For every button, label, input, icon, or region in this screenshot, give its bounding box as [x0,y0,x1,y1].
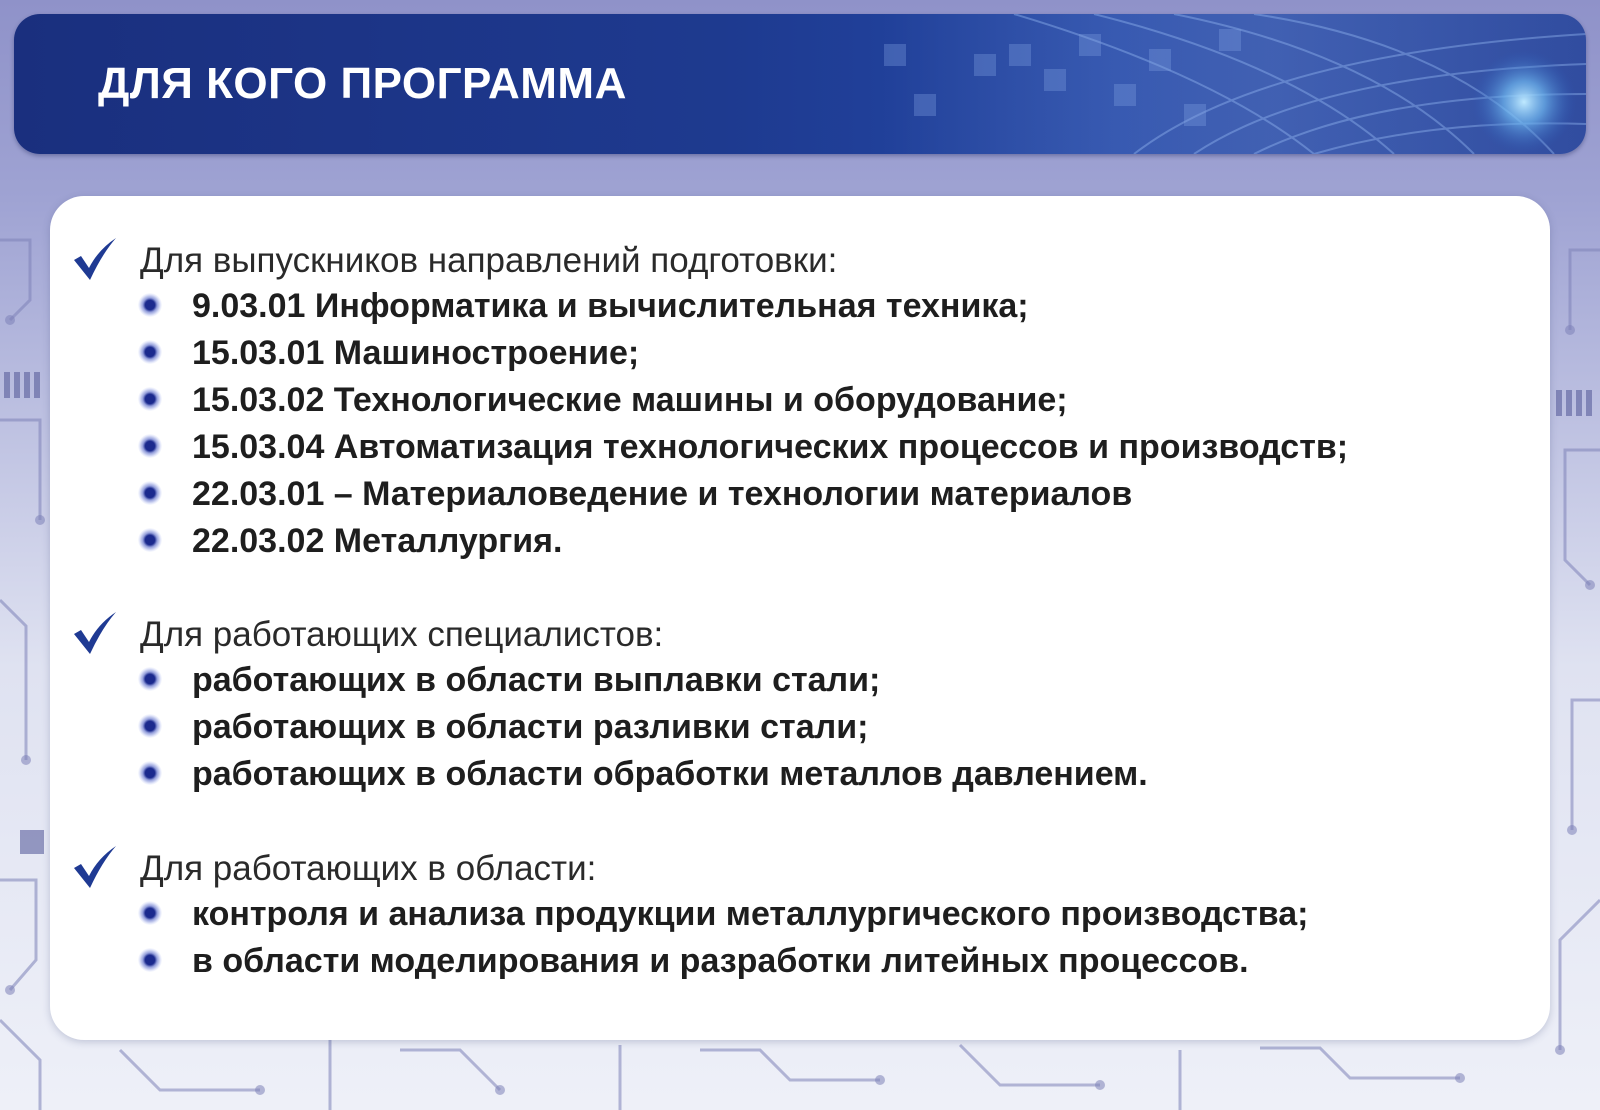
section-title: Для работающих в области: [140,849,597,888]
specialists-list [50,656,1550,797]
graduates-list [50,282,1550,564]
bullet-icon [138,667,162,691]
section-specialists [50,608,1550,797]
content-card [50,196,1550,1040]
list-item-text: в области моделирования и разработки литейных процессов. [192,942,1249,980]
list-item-text: работающих в области выплавки стали; [192,661,881,699]
bullet-icon [138,714,162,738]
list-item-text: 15.03.04 Автоматизация технологических процессов и производств; [192,428,1349,466]
section-graduates [50,234,1550,564]
list-item [50,376,1550,423]
checkmark-icon [70,236,118,282]
list-item-text: работающих в области разливки стали; [192,708,869,746]
section-title: Для выпускников направлений подготовки: [140,241,838,280]
section-header [50,842,1550,890]
list-item-text: работающих в области обработки металлов давлением. [192,755,1148,793]
bullet-icon [138,948,162,972]
bullet-icon [138,528,162,552]
list-item [50,329,1550,376]
section-field-workers [50,842,1550,984]
header-banner [14,14,1586,154]
section-title: Для работающих специалистов: [140,615,664,654]
bullet-icon [138,293,162,317]
bullet-icon [138,901,162,925]
list-item [50,656,1550,703]
list-item-text: 9.03.01 Информатика и вычислительная техника; [192,287,1029,325]
bullet-icon [138,434,162,458]
field-workers-list [50,890,1550,984]
bullet-icon [138,761,162,785]
list-item [50,703,1550,750]
section-header [50,608,1550,656]
list-item-text: 22.03.02 Металлургия. [192,522,563,560]
list-item-text: 15.03.02 Технологические машины и оборудование; [192,381,1068,419]
page-title: ДЛЯ КОГО ПРОГРАММА [98,59,627,108]
list-item [50,517,1550,564]
bullet-icon [138,481,162,505]
list-item-text: 15.03.01 Машиностроение; [192,334,640,372]
list-item-text: контроля и анализа продукции металлургического производства; [192,895,1309,933]
bullet-icon [138,340,162,364]
section-header [50,234,1550,282]
list-item [50,750,1550,797]
list-item [50,470,1550,517]
list-item [50,423,1550,470]
bullet-icon [138,387,162,411]
checkmark-icon [70,844,118,890]
list-item [50,282,1550,329]
list-item-text: 22.03.01 – Материаловедение и технологии материалов [192,475,1133,513]
list-item [50,937,1550,984]
list-item [50,890,1550,937]
checkmark-icon [70,610,118,656]
